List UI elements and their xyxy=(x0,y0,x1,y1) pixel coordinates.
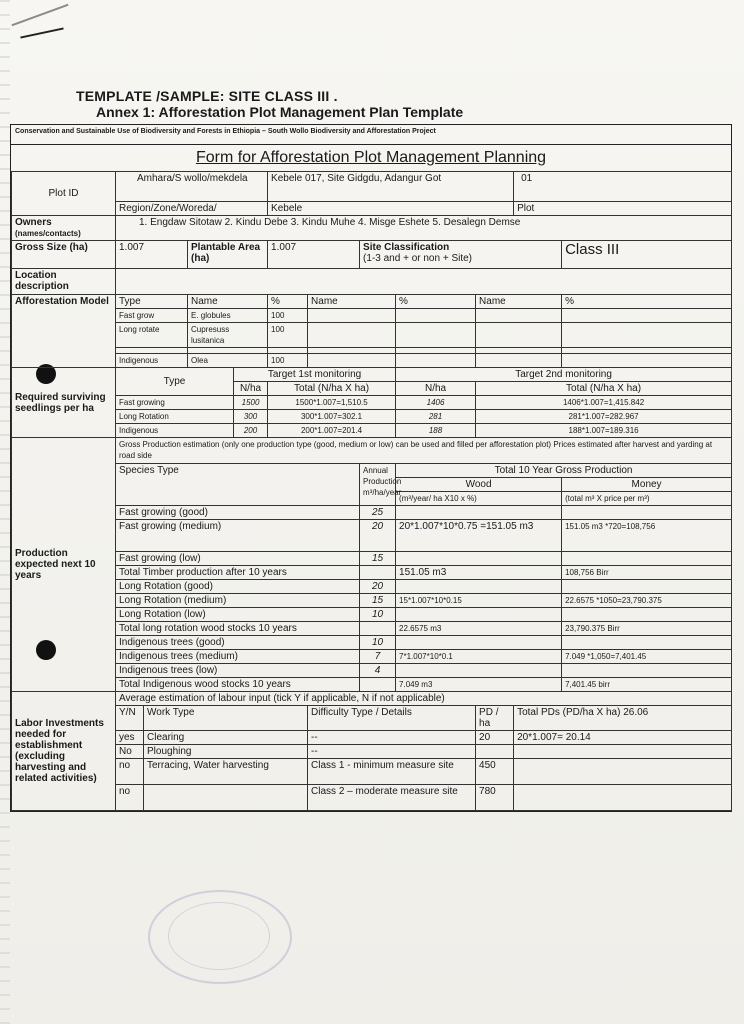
labor-total xyxy=(514,759,732,785)
seedlings-label: Required surviving seedlings per ha xyxy=(12,368,116,438)
model-label: Afforestation Model xyxy=(12,295,116,368)
model-empty-cell xyxy=(476,323,562,348)
prod-wood xyxy=(396,506,562,520)
gross-size-label: Gross Size (ha) xyxy=(12,241,116,269)
site-class-label: Site Classification (1-3 and + or non + Site) xyxy=(360,241,562,269)
plot-number: 01 xyxy=(514,172,732,202)
prod-species: Total long rotation wood stocks 10 years xyxy=(116,622,360,636)
model-row-type: Long rotate xyxy=(116,323,188,348)
labor-work: Clearing xyxy=(144,731,308,745)
seedling-type: Fast growing xyxy=(116,396,234,410)
kebele-value: Kebele 017, Site Gidgdu, Adangur Got xyxy=(268,172,514,202)
seedling-total2: 188*1.007=189.316 xyxy=(476,424,732,438)
prod-species: Indigenous trees (good) xyxy=(116,636,360,650)
prod-wood: 15*1.007*10*0.15 xyxy=(396,594,562,608)
labor-diff: -- xyxy=(308,731,476,745)
prod-species: Long Rotation (low) xyxy=(116,608,360,622)
faded-stamp-inner xyxy=(168,902,270,970)
prod-annual: 10 xyxy=(360,636,396,650)
annex-heading: Annex 1: Afforestation Plot Management Plan Template xyxy=(96,104,464,120)
prod-annual: 20 xyxy=(360,580,396,594)
labor-label: Labor Investments needed for establishment (excluding harvesting and related activities) xyxy=(12,692,116,811)
labor-total xyxy=(514,745,732,759)
seedling-n2: 281 xyxy=(396,410,476,424)
col-nha2: N/ha xyxy=(396,382,476,396)
col-nha: N/ha xyxy=(234,382,268,396)
labor-total xyxy=(514,785,732,811)
seedling-total2: 281*1.007=282.967 xyxy=(476,410,732,424)
model-row-pct: 100 xyxy=(268,354,308,368)
col-yn: Y/N xyxy=(116,706,144,731)
model-col-type: Type xyxy=(116,295,188,309)
model-empty-cell xyxy=(396,354,476,368)
template-heading: TEMPLATE /SAMPLE: SITE CLASS III . xyxy=(76,88,338,104)
prod-species: Indigenous trees (medium) xyxy=(116,650,360,664)
prod-money: 108,756 Birr xyxy=(562,566,732,580)
prod-wood xyxy=(396,552,562,566)
binder-edge xyxy=(0,0,10,1024)
plot-id-label: Plot ID xyxy=(12,172,116,216)
col-species: Species Type xyxy=(116,464,360,506)
form-title: Form for Afforestation Plot Management Planning xyxy=(195,149,547,166)
prod-money: 151.05 m3 *720=108,756 xyxy=(562,520,732,552)
labor-pd: 450 xyxy=(476,759,514,785)
region-caption: Region/Zone/Woreda/ xyxy=(116,202,268,216)
prod-wood xyxy=(396,636,562,650)
seedling-n2: 188 xyxy=(396,424,476,438)
col-money-sub: (total m³ X price per m³) xyxy=(562,492,732,506)
labor-diff: Class 2 – moderate measure site xyxy=(308,785,476,811)
prod-wood: 20*1.007*10*0.75 =151.05 m3 xyxy=(396,520,562,552)
region-value: Amhara/S wollo/mekdela xyxy=(116,172,268,202)
prod-wood: 7.049 m3 xyxy=(396,678,562,692)
prod-species: Total Timber production after 10 years xyxy=(116,566,360,580)
prod-annual xyxy=(360,678,396,692)
col-total2: Total (N/ha X ha) xyxy=(476,382,732,396)
target2-heading: Target 2nd monitoring xyxy=(396,368,732,382)
prod-species: Indigenous trees (low) xyxy=(116,664,360,678)
form-table xyxy=(11,171,732,811)
prod-wood xyxy=(396,608,562,622)
labor-work: Ploughing xyxy=(144,745,308,759)
model-row-pct: 100 xyxy=(268,309,308,323)
model-row-type: Indigenous xyxy=(116,354,188,368)
model-empty-cell xyxy=(476,354,562,368)
col-work: Work Type xyxy=(144,706,308,731)
labor-diff: -- xyxy=(308,745,476,759)
prod-money: 23,790.375 Birr xyxy=(562,622,732,636)
labor-intro: Average estimation of labour input (tick Y if applicable, N if not applicable) xyxy=(116,692,732,706)
prod-annual: 25 xyxy=(360,506,396,520)
prod-wood xyxy=(396,580,562,594)
plan-form xyxy=(10,124,732,812)
prod-species: Total Indigenous wood stocks 10 years xyxy=(116,678,360,692)
plot-caption: Plot xyxy=(514,202,732,216)
seedling-n1: 1500 xyxy=(234,396,268,410)
col-annual: Annual Production m³/ha/year xyxy=(360,464,396,506)
col-wood: Wood xyxy=(396,478,562,492)
prod-annual: 10 xyxy=(360,608,396,622)
seedling-total1: 200*1.007=201.4 xyxy=(268,424,396,438)
model-col-pct: % xyxy=(268,295,308,309)
col-total: Total (N/ha X ha) xyxy=(268,382,396,396)
prod-wood xyxy=(396,664,562,678)
model-empty-cell xyxy=(308,309,396,323)
model-col-name2: Name xyxy=(308,295,396,309)
prod-money xyxy=(562,580,732,594)
prod-annual: 7 xyxy=(360,650,396,664)
col-money: Money xyxy=(562,478,732,492)
labor-total: 20*1.007= 20.14 xyxy=(514,731,732,745)
gross-size-value: 1.007 xyxy=(116,241,188,269)
model-row-type: Fast grow xyxy=(116,309,188,323)
plantable-value: 1.007 xyxy=(268,241,360,269)
plantable-label: Plantable Area (ha) xyxy=(188,241,268,269)
prod-money xyxy=(562,636,732,650)
seedling-n1: 200 xyxy=(234,424,268,438)
model-row-pct: 100 xyxy=(268,323,308,348)
prod-species: Long Rotation (good) xyxy=(116,580,360,594)
prod-money xyxy=(562,552,732,566)
production-intro: Gross Production estimation (only one production type (good, medium or low) can be used and filled per afforestation plot) Prices estimated after harvest and yarding at road side xyxy=(116,438,732,464)
model-col-name3: Name xyxy=(476,295,562,309)
model-empty-cell xyxy=(308,354,396,368)
prod-money xyxy=(562,608,732,622)
prod-species: Fast growing (medium) xyxy=(116,520,360,552)
seedling-total1: 300*1.007=302.1 xyxy=(268,410,396,424)
col-difficulty: Difficulty Type / Details xyxy=(308,706,476,731)
prod-species: Long Rotation (medium) xyxy=(116,594,360,608)
model-empty-cell xyxy=(562,354,732,368)
labor-yn: yes xyxy=(116,731,144,745)
labor-work xyxy=(144,785,308,811)
model-col-pct2: % xyxy=(396,295,476,309)
prod-money xyxy=(562,664,732,678)
location-label: Location description xyxy=(12,269,116,295)
kebele-caption: Kebele xyxy=(268,202,514,216)
seedling-n1: 300 xyxy=(234,410,268,424)
labor-pd: 20 xyxy=(476,731,514,745)
labor-yn: no xyxy=(116,785,144,811)
target1-heading: Target 1st monitoring xyxy=(234,368,396,382)
seedling-total2: 1406*1.007=1,415.842 xyxy=(476,396,732,410)
prod-annual xyxy=(360,566,396,580)
labor-yn: No xyxy=(116,745,144,759)
prod-annual: 4 xyxy=(360,664,396,678)
col-total10: Total 10 Year Gross Production xyxy=(396,464,732,478)
labor-diff: Class 1 - minimum measure site xyxy=(308,759,476,785)
prod-money: 7,401.45 birr xyxy=(562,678,732,692)
seedling-total1: 1500*1.007=1,510.5 xyxy=(268,396,396,410)
seedlings-col-type: Type xyxy=(116,368,234,396)
labor-pd: 780 xyxy=(476,785,514,811)
labor-pd xyxy=(476,745,514,759)
owners-value: 1. Engdaw Sitotaw 2. Kindu Debe 3. Kindu Muhe 4. Misge Eshete 5. Desalegn Demse xyxy=(116,216,732,241)
project-line: Conservation and Sustainable Use of Biodiversity and Forests in Ethiopia – South Wollo Biodiversity and Afforestation Project xyxy=(11,125,731,145)
prod-annual xyxy=(360,622,396,636)
site-class-value: Class III xyxy=(562,241,732,269)
prod-money: 22.6575 *1050=23,790.375 xyxy=(562,594,732,608)
prod-money xyxy=(562,506,732,520)
production-label: Production expected next 10 years xyxy=(12,438,116,692)
model-empty-cell xyxy=(476,309,562,323)
prod-species: Fast growing (low) xyxy=(116,552,360,566)
seedling-n2: 1406 xyxy=(396,396,476,410)
prod-money: 7.049 *1,050=7,401.45 xyxy=(562,650,732,664)
labor-work: Terracing, Water harvesting xyxy=(144,759,308,785)
model-row-name: E. globules xyxy=(188,309,268,323)
owners-label: Owners (names/contacts) xyxy=(12,216,116,241)
col-pd: PD / ha xyxy=(476,706,514,731)
seedling-type: Indigenous xyxy=(116,424,234,438)
prod-annual: 15 xyxy=(360,552,396,566)
model-empty-cell xyxy=(562,323,732,348)
pen-mark xyxy=(20,27,63,38)
model-empty-cell xyxy=(562,309,732,323)
model-empty-cell xyxy=(396,323,476,348)
col-wood-sub: (m³/year/ ha X10 x %) xyxy=(396,492,562,506)
prod-wood: 22.6575 m3 xyxy=(396,622,562,636)
location-value xyxy=(116,269,732,295)
model-col-name: Name xyxy=(188,295,268,309)
prod-wood: 151.05 m3 xyxy=(396,566,562,580)
labor-yn: no xyxy=(116,759,144,785)
model-empty-cell xyxy=(396,309,476,323)
prod-annual: 15 xyxy=(360,594,396,608)
model-row-name: Olea xyxy=(188,354,268,368)
prod-wood: 7*1.007*10*0.1 xyxy=(396,650,562,664)
model-row-name: Cupresuss lusitanica xyxy=(188,323,268,348)
pen-mark xyxy=(11,4,68,26)
prod-species: Fast growing (good) xyxy=(116,506,360,520)
seedling-type: Long Rotation xyxy=(116,410,234,424)
col-total-pd: Total PDs (PD/ha X ha) 26.06 xyxy=(514,706,732,731)
prod-annual: 20 xyxy=(360,520,396,552)
model-empty-cell xyxy=(308,323,396,348)
model-col-pct3: % xyxy=(562,295,732,309)
